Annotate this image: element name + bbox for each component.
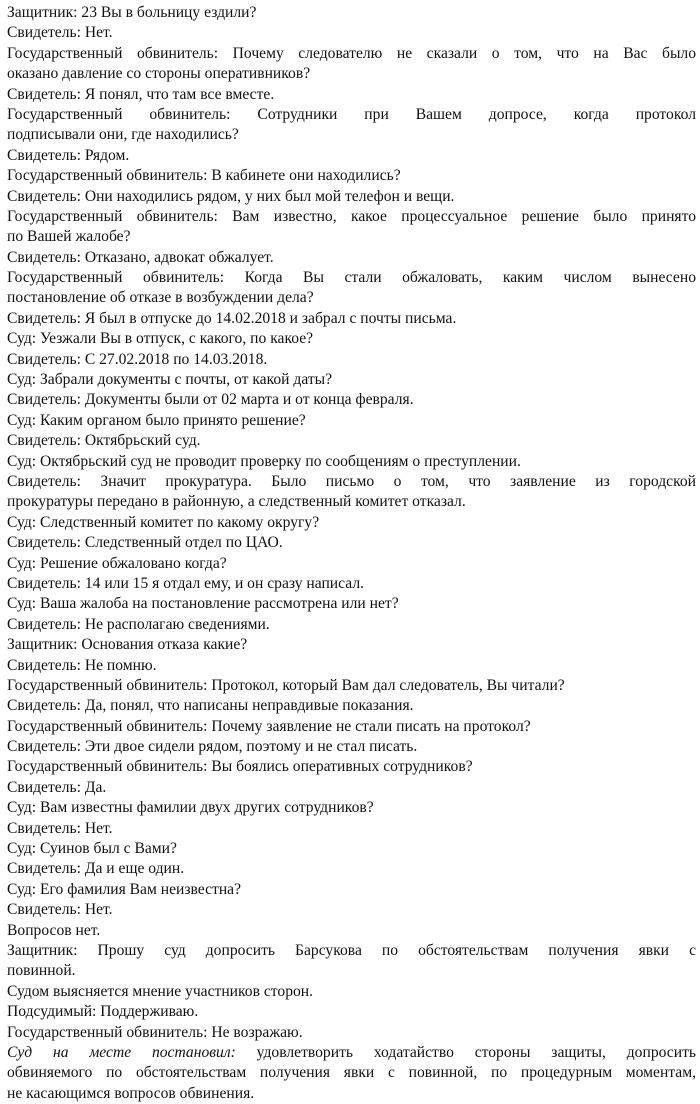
transcript-line: Государственный обвинитель: Сотрудники при Вашем допросе, когда протокол (7, 105, 696, 123)
transcript-line: Суд: Каким органом было принято решение? (7, 411, 306, 429)
transcript-line: Свидетель: Нет. (7, 24, 113, 42)
transcript-line: Суд: Уезжали Вы в отпуск, с какого, по какое? (7, 330, 314, 348)
transcript-line: Суд: Вам известны фамилии двух других сотрудников? (7, 799, 374, 817)
transcript-line: Защитник: Прошу суд допросить Барсукова по обстоятельствам получения явки с (7, 941, 696, 959)
transcript-line: Государственный обвинитель: Протокол, который Вам дал следователь, Вы читали? (7, 676, 565, 694)
transcript-line: Свидетель: Да. (7, 778, 107, 796)
transcript-line: Свидетель: Они находились рядом, у них был мой телефон и вещи. (7, 187, 455, 205)
ruling-line: обвиняемого по обстоятельствам получения явки с повинной, по процедурным моментам, (7, 1064, 696, 1082)
transcript-line: Свидетель: Не помню. (7, 656, 157, 674)
transcript-line: Свидетель: Рядом. (7, 146, 130, 164)
transcript-line: Свидетель: Эти двое сидели рядом, поэтому и не стал писать. (7, 738, 418, 756)
transcript-line: Свидетель: Да, понял, что написаны неправдивые показания. (7, 697, 414, 715)
transcript-line: Свидетель: Следственный отдел по ЦАО. (7, 534, 283, 552)
transcript-line: Государственный обвинитель: Когда Вы стали обжаловать, каким числом вынесено (7, 269, 696, 287)
transcript-line: прокуратуры передано в районную, а следственный комитет отказал. (7, 493, 466, 511)
ruling-lead: Суд на месте постановил: (7, 1043, 236, 1061)
transcript-line: Свидетель: Значит прокуратура. Было письмо о том, что заявление из городской (7, 472, 696, 490)
transcript-line: Свидетель: Документы были от 02 марта и от конца февраля. (7, 391, 414, 409)
transcript-line: Государственный обвинитель: Почему следователю не сказали о том, что на Вас было (7, 44, 696, 62)
transcript-line: Подсудимый: Поддерживаю. (7, 1003, 199, 1021)
transcript-line: Суд: Его фамилия Вам неизвестна? (7, 880, 242, 898)
transcript-line: Государственный обвинитель: В кабинете они находились? (7, 167, 401, 185)
transcript-body (7, 3, 696, 1043)
ruling-line: не касающимся вопросов обвинения. (7, 1084, 255, 1102)
transcript-line: Государственный обвинитель: Вы боялись оперативных сотрудников? (7, 758, 473, 776)
transcript-line: Свидетель: Нет. (7, 901, 113, 919)
transcript-line: Свидетель: Не располагаю сведениями. (7, 615, 270, 633)
transcript-line: Государственный обвинитель: Почему заявление не стали писать на протокол? (7, 717, 531, 735)
transcript-line: Суд: Забрали документы с почты, от какой даты? (7, 371, 333, 389)
transcript-line: постановление об отказе в возбуждении дела? (7, 289, 314, 307)
transcript-line: Государственный обвинитель: Вам известно, какое процессуальное решение было принято (7, 207, 696, 225)
transcript-line: Свидетель: Отказано, адвокат обжалует. (7, 248, 274, 266)
transcript-line: Свидетель: Нет. (7, 819, 113, 837)
transcript-line: Свидетель: Я был в отпуске до 14.02.2018 и забрал с почты письма. (7, 309, 457, 327)
transcript-line: Суд: Решение обжаловано когда? (7, 554, 227, 572)
transcript-line: повинной. (7, 962, 76, 980)
ruling-text: удовлетворить ходатайство стороны защиты, допросить (235, 1043, 696, 1061)
transcript-line: Суд: Следственный комитет по какому округу? (7, 513, 320, 531)
transcript-line: оказано давление со стороны оперативников? (7, 65, 311, 83)
transcript-line: Свидетель: Да и еще один. (7, 860, 185, 878)
transcript-line: Государственный обвинитель: Не возражаю. (7, 1023, 303, 1041)
transcript-line: подписывали они, где находились? (7, 126, 239, 144)
transcript-line: Свидетель: С 27.02.2018 по 14.03.2018. (7, 350, 268, 368)
transcript-line: Судом выясняется мнение участников сторон. (7, 982, 314, 1000)
ruling-line (7, 1043, 696, 1063)
transcript-line: по Вашей жалобе? (7, 228, 131, 246)
transcript-line: Защитник: Основания отказа какие? (7, 636, 248, 654)
transcript-line: Суд: Суинов был с Вами? (7, 840, 177, 858)
transcript-line: Суд: Октябрьский суд не проводит проверку по сообщениям о преступлении. (7, 452, 521, 470)
transcript-line: Суд: Ваша жалоба на постановление рассмотрена или нет? (7, 595, 399, 613)
transcript-line: Защитник: 23 Вы в больницу ездили? (7, 4, 257, 21)
transcript-line: Вопросов нет. (7, 921, 101, 939)
transcript-line: Свидетель: Октябрьский суд. (7, 432, 201, 450)
transcript-line: Свидетель: 14 или 15 я отдал ему, и он сразу написал. (7, 574, 364, 592)
transcript-line: Свидетель: Я понял, что там все вместе. (7, 85, 275, 103)
